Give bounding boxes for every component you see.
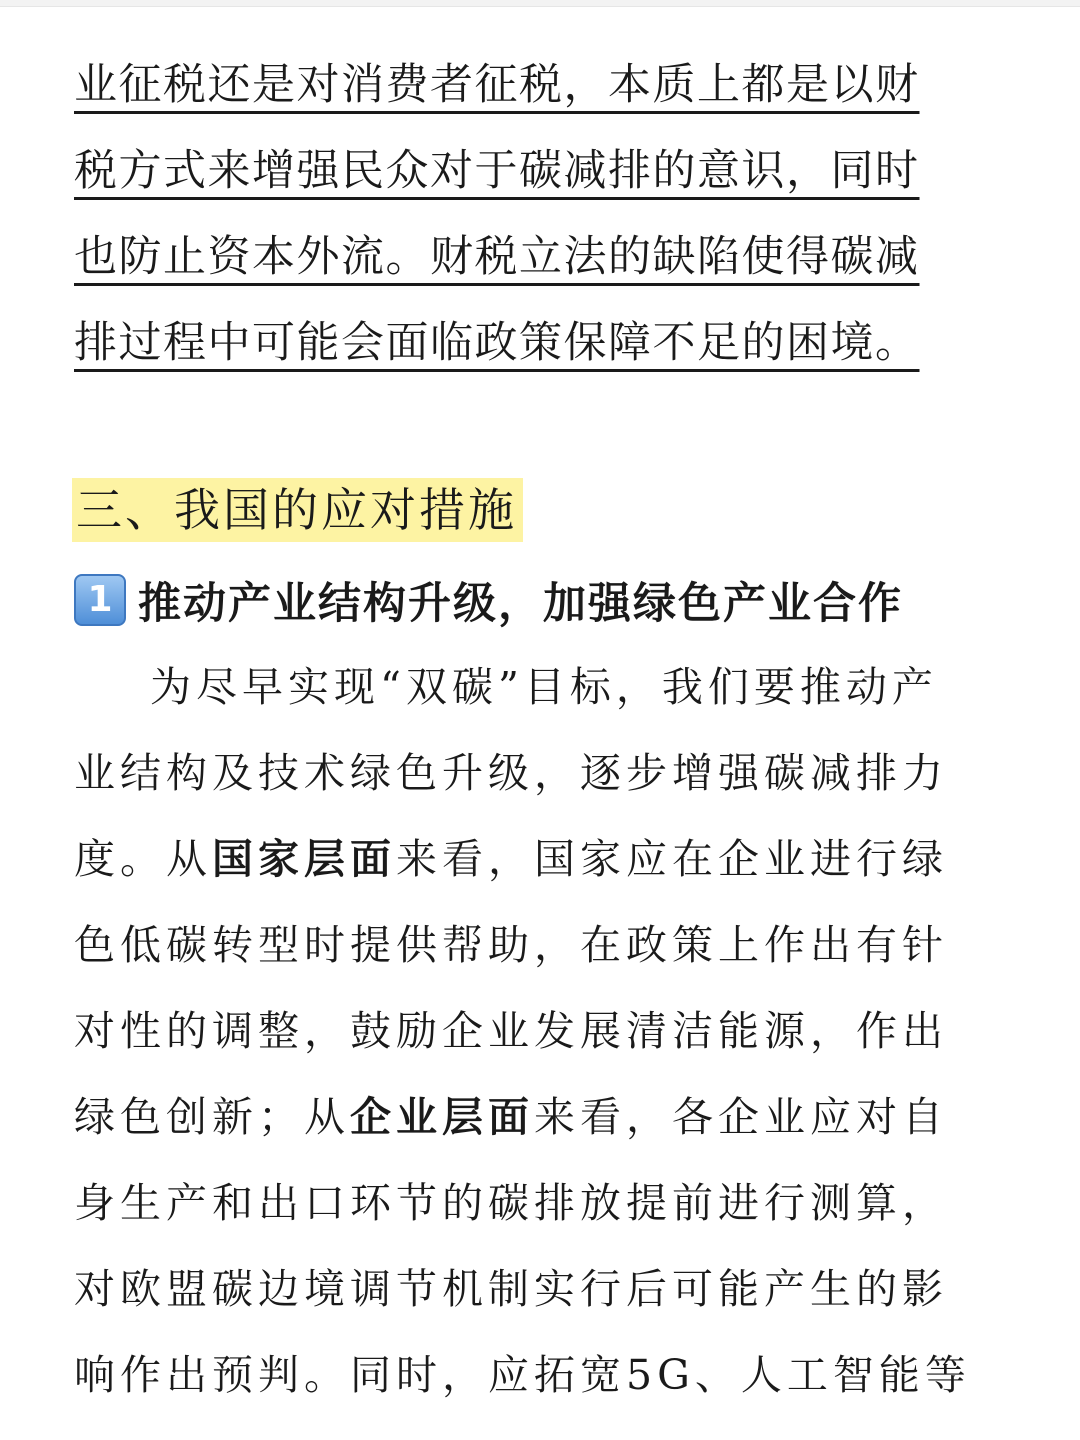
body-line: 响作出预判。同时，应拓宽5G、人工智能等 [74, 1351, 971, 1399]
body-line: 色低碳转型时提供帮助，在政策上作出有针 [74, 921, 948, 969]
body-text: 绿色创新；从 [74, 1093, 350, 1141]
body-line [74, 1074, 1014, 1160]
underlined-line: 排过程中可能会面临政策保障不足的困境。 [74, 318, 920, 368]
body-line: 对性的调整，鼓励企业发展清洁能源，作出 [74, 1007, 948, 1055]
body-line: 为尽早实现“双碳”目标，我们要推动产 [150, 663, 938, 711]
subheading [74, 568, 903, 632]
body-paragraph [74, 644, 1014, 1418]
subheading-text: 推动产业结构升级，加强绿色产业合作 [138, 578, 903, 629]
underlined-line: 也防止资本外流。财税立法的缺陷使得碳减 [74, 232, 920, 282]
body-line: 身生产和出口环节的碳排放提前进行测算， [74, 1179, 948, 1227]
underlined-line: 业征税还是对消费者征税，本质上都是以财 [74, 60, 920, 110]
bold-phrase-enterprise-level: 企业层面 [350, 1093, 534, 1141]
underlined-line: 税方式来增强民众对于碳减排的意识，同时 [74, 146, 920, 196]
body-line: 对欧盟碳边境调节机制实行后可能产生的影 [74, 1265, 948, 1313]
body-text: 来看，国家应在企业进行绿 [396, 835, 948, 883]
section-title: 三、我国的应对措施 [72, 478, 523, 542]
body-line [74, 816, 1014, 902]
body-line: 业结构及技术绿色升级，逐步增强碳减排力 [74, 749, 948, 797]
number-one-icon: 1 [74, 574, 126, 626]
body-text: 度。从 [74, 835, 212, 883]
underlined-paragraph [74, 42, 990, 386]
body-text: 来看，各企业应对自 [534, 1093, 948, 1141]
top-divider [0, 0, 1080, 7]
bold-phrase-national-level: 国家层面 [212, 835, 396, 883]
